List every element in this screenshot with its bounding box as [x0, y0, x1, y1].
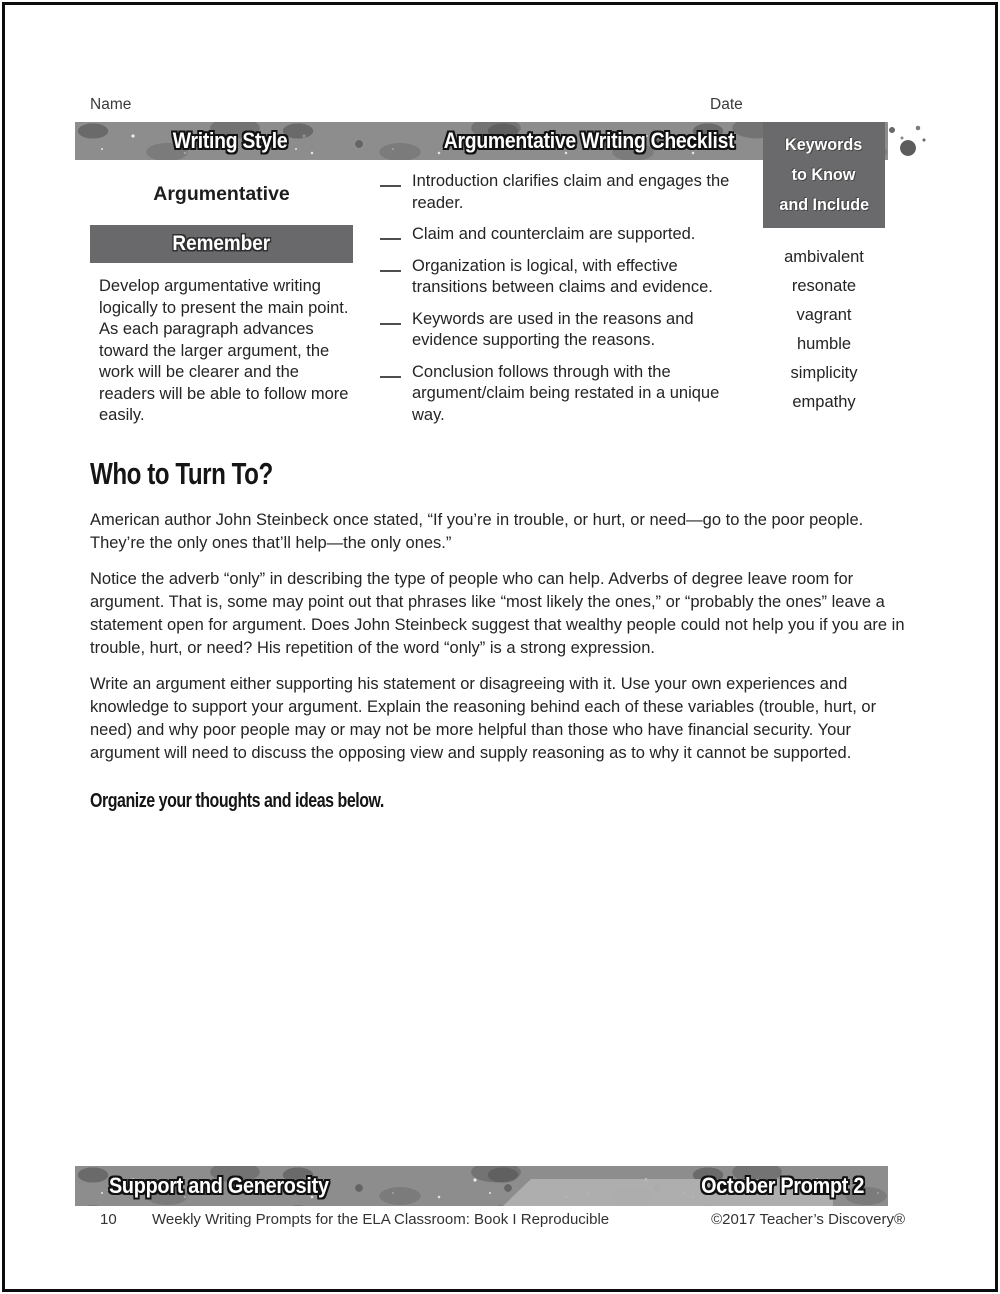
prompt-title: [90, 456, 914, 492]
checklist-item: [378, 171, 752, 214]
footer-theme-label: Support and Generosity: [108, 1173, 329, 1198]
prompt-paragraph: American author John Steinbeck once stated, “If you’re in trouble, or hurt, or need—go to the poor people. They’re the only ones that’ll help—the only ones.”: [90, 511, 864, 552]
organize-heading: [90, 789, 914, 813]
keywords-box-line: and Include: [779, 195, 869, 214]
checklist-item: [378, 256, 752, 299]
paint-splatter-decoration: [878, 118, 930, 164]
footer-theme-banner: [94, 1166, 344, 1206]
prompt-paragraph: Write an argument either supporting his statement or disagreeing with it. Use your own experiences and knowledge to support your argument. Explain the reasoning behind each of these variables (trouble, hurt, or need) and why poor people may or may not be more helpful than those who have financial security. Your argument will need to discuss the opposing view and supply reasoning as to why it cannot be supported.: [90, 675, 877, 762]
keyword-item: humble: [796, 335, 852, 353]
prompt-section: [90, 456, 914, 813]
checklist-blank-line: [380, 238, 401, 240]
keyword-item: ambivalent: [784, 248, 864, 266]
book-title: Weekly Writing Prompts for the ELA Classroom: Book I Reproducible: [152, 1211, 610, 1228]
writing-style-header-label: Writing Style: [172, 128, 288, 153]
checklist-header-label: Argumentative Writing Checklist: [443, 128, 735, 153]
keywords-list: [763, 243, 885, 417]
footer-prompt-label: October Prompt 2: [700, 1173, 864, 1198]
writing-style-name: Argumentative: [153, 183, 290, 205]
checklist-item-text: Keywords are used in the reasons and evidence supporting the reasons.: [412, 309, 694, 349]
date-label: Date: [710, 96, 743, 113]
prompt-paragraph: Notice the adverb “only” in describing the type of people who can help. Adverbs of degree leave room for argument. That is, some may point out that phrases like “most likely the ones,” or “probably the ones” leave a statement open for argument. Does John Steinbeck suggest that wealthy people could not help you if you are in trouble, hurt, or need? His repetition of the word “only” is a strong expression.: [90, 570, 905, 657]
page-number: 10: [100, 1211, 117, 1228]
keywords-box-header: [763, 122, 885, 228]
checklist-item: [378, 309, 752, 352]
checklist-blank-line: [380, 323, 401, 325]
footer-prompt-banner: [690, 1166, 875, 1206]
checklist-blank-line: [380, 270, 401, 272]
keywords-box-line: to Know: [792, 165, 856, 184]
remember-banner: [90, 225, 353, 263]
checklist-item-text: Conclusion follows through with the argument/claim being restated in a unique way.: [412, 362, 720, 424]
checklist-item-text: Introduction clarifies claim and engages the reader.: [412, 172, 730, 212]
keyword-item: simplicity: [790, 364, 858, 382]
copyright-notice: ©2017 Teacher’s Discovery®: [711, 1211, 905, 1228]
checklist-item: [378, 224, 752, 246]
keyword-item: vagrant: [796, 306, 852, 324]
keyword-item: resonate: [791, 277, 857, 295]
checklist-blank-line: [380, 376, 401, 378]
argumentative-writing-checklist: [378, 171, 752, 436]
checklist-header: [385, 122, 793, 160]
writing-style-header: [75, 122, 385, 160]
prompt-title-text: Who to Turn To?: [90, 456, 273, 491]
organize-heading-text: Organize your thoughts and ideas below.: [90, 789, 384, 812]
checklist-item-text: Claim and counterclaim are supported.: [412, 225, 696, 243]
keywords-box-line: Keywords: [785, 135, 863, 154]
checklist-blank-line: [380, 185, 401, 187]
checklist-item: [378, 362, 752, 427]
remember-banner-label: Remember: [172, 232, 271, 255]
name-label: Name: [90, 96, 132, 113]
checklist-item-text: Organization is logical, with effective transitions between claims and evidence.: [412, 256, 713, 296]
remember-text: Develop argumentative writing logically to present the main point. As each paragraph advances toward the larger argument, the work will be clearer and the readers will be able to follow more easily.: [99, 277, 349, 424]
footer-band: [75, 1166, 888, 1206]
keyword-item: empathy: [792, 393, 856, 411]
